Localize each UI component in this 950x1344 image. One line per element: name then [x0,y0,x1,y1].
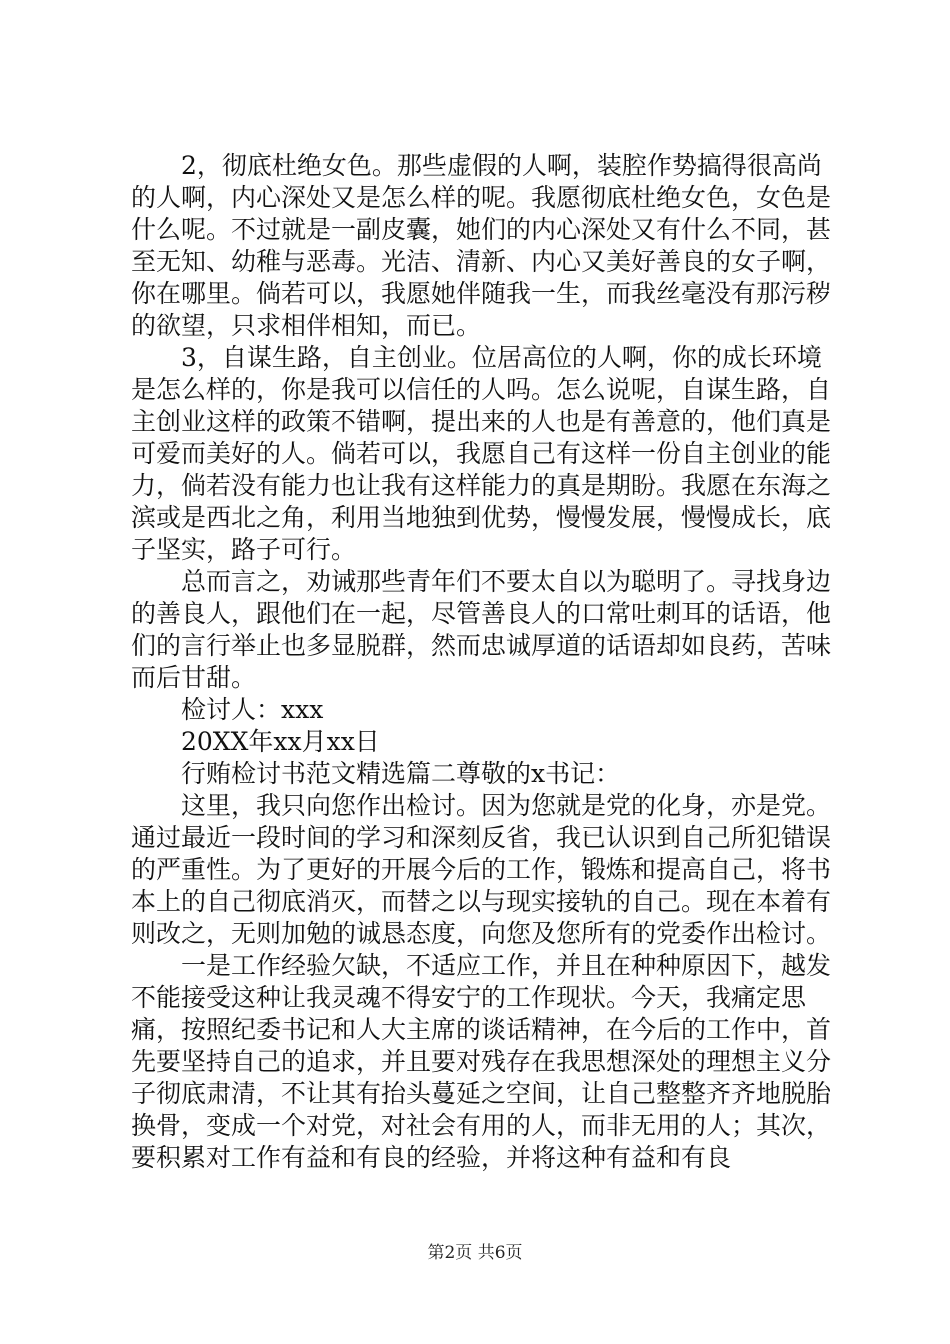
paragraph-self-review: 这里，我只向您作出检讨。因为您就是党的化身，亦是党。通过最近一段时间的学习和深刻反省，我已认识到自己所犯错误的严重性。为了更好的开展今后的工作，锻炼和提高自己，将书本上的自己彻底消灭，而替之以与现实接轨的自己。现在本着有则改之，无则加勉的诚恳态度，向您及您所有的党委作出检讨。 [131,791,832,948]
paragraph-2: 2，彻底杜绝女色。那些虚假的人啊，装腔作势搞得很高尚的人啊，内心深处又是怎么样的呢。我愿彻底杜绝女色，女色是什么呢。不过就是一副皮囊，她们的内心深处又有什么不同，甚至无知、幼稚与恶毒。光洁、清新、内心又美好善良的女子啊，你在哪里。倘若可以，我愿她伴随我一生，而我丝毫没有那污秽的欲望，只求相伴相知，而已。 [131,151,832,340]
section-heading: 行贿检讨书范文精选篇二尊敬的x书记： [181,759,621,788]
paragraph-summary: 总而言之，劝诫那些青年们不要太自以为聪明了。寻找身边的善良人，跟他们在一起，尽管善良人的口常吐刺耳的话语，他们的言行举止也多显脱群，然而忠诚厚道的话语却如良药，苦味而后甘甜。 [131,567,832,692]
date-line: 20XX年xx月xx日 [181,727,380,756]
page-number-footer: 第2页 共6页 [427,1243,523,1263]
paragraph-3: 3，自谋生路，自主创业。位居高位的人啊，你的成长环境是怎么样的，你是我可以信任的人吗。怎么说呢，自谋生路，自主创业这样的政策不错啊，提出来的人也是有善意的，他们真是可爱而美好的人。倘若可以，我愿自己有这样一份自主创业的能力，倘若没有能力也让我有这样能力的真是期盼。我愿在东海之滨或是西北之角，利用当地独到优势，慢慢发展，慢慢成长，底子坚实，路子可行。 [131,343,832,564]
document-body [131,150,831,1174]
paragraph-point-one: 一是工作经验欠缺，不适应工作，并且在种种原因下，越发不能接受这种让我灵魂不得安宁的工作现状。今天，我痛定思痛，按照纪委书记和人大主席的谈话精神，在今后的工作中，首先要坚持自己的追求，并且要对残存在我思想深处的理想主义分子彻底肃清，不让其有抬头蔓延之空间，让自己整整齐齐地脱胎换骨，变成一个对党，对社会有用的人，而非无用的人；其次，要积累对工作有益和有良的经验，并将这种有益和有良 [131,951,832,1172]
signer-line: 检讨人：xxx [181,695,324,724]
